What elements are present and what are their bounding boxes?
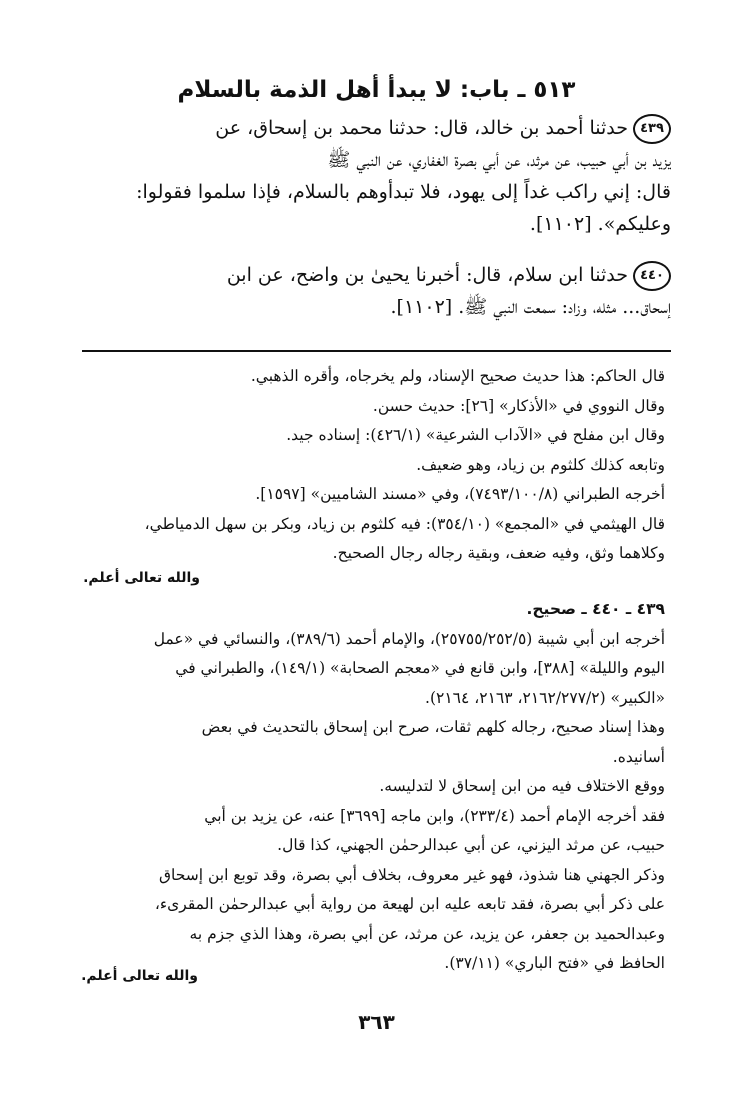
note-line: الحافظ في «فتح الباري» (٣٧/١١). — [444, 954, 665, 972]
note-line: فقد أخرجه الإمام أحمد (٢٣٣/٤)، وابن ماجه [٣٦٩٩] عنه، عن يزيد بن أبي — [204, 806, 665, 825]
note-line: قال الحاكم: هذا حديث صحيح الإسناد، ولم يخرجاه، وأقره الذهبي. — [250, 367, 665, 385]
note-line: أخرجه الطبراني (٧٤٩٣/١٠٠/٨)، وفي «مسند الشاميين» [١٥٩٧]. — [255, 485, 665, 503]
note-line: اليوم والليلة» [٣٨٨]، وابن قانع في «معجم الصحابة» (١٤٩/١)، والطبراني في — [175, 659, 665, 677]
note-line: وقال النووي في «الأذكار» [٢٦]: حديث حسن. — [372, 396, 665, 415]
note-line: أخرجه ابن أبي شيبة (٢٥٧٥٥/٢٥٢/٥)، والإمام أحمد (٣٨٩/٦)، والنسائي في «عمل — [153, 629, 665, 648]
hadith-line — [82, 112, 671, 144]
note-line: وعبدالحميد بن جعفر، عن يزيد، عن مرثد، عن أبي بصرة، وهذا الذي جزم به — [189, 924, 665, 943]
hadith-line: وعليكم». [١١٠٢]. — [529, 213, 671, 235]
note-line: وكلاهما وثق، وفيه ضعف، وبقية رجاله رجال الصحيح. — [332, 544, 665, 562]
footnotes-block-1 — [82, 362, 665, 569]
note-line: ووقع الاختلاف فيه من ابن إسحاق لا لتدليسه. — [379, 777, 665, 795]
hadith-text: حدثنا أحمد بن خالد، قال: حدثنا محمد بن إسحاق، عن — [215, 117, 628, 139]
closing-formula: والله تعالى أعلم. — [81, 968, 198, 984]
chapter-title: ٥١٣ ـ باب: لا يبدأ أهل الذمة بالسلام — [177, 77, 576, 103]
hadith-number-badge: ٤٣٩ — [633, 114, 671, 144]
closing-formula: والله تعالى أعلم. — [83, 570, 200, 586]
hadith-line: إسحاق... مثله، وزاد: سمعت النبي ﷺ. [١١٠٢]. — [390, 296, 671, 318]
note-line: وهذا إسناد صحيح، رجاله كلهم ثقات، صرح ابن إسحاق بالتحديث في بعض — [201, 718, 665, 736]
hadith-440 — [82, 259, 671, 323]
hadith-439 — [82, 112, 671, 240]
grade-heading: ٤٣٩ ـ ٤٤٠ ـ صحيح. — [526, 600, 665, 618]
note-line: وذكر الجهني هنا شذوذ، فهو غير معروف، بخلاف أبي بصرة، وقد توبع ابن إسحاق — [158, 865, 665, 884]
hadith-text: حدثنا ابن سلام، قال: أخبرنا يحيىٰ بن واضح، عن ابن — [226, 264, 628, 286]
hadith-line — [82, 259, 671, 291]
hadith-line: قال: إني راكب غداً إلى يهود، فلا تبدأوهم بالسلام، فإذا سلموا فقولوا: — [136, 181, 671, 203]
hadith-line: يزيد بن أبي حبيب، عن مرثد، عن أبي بصرة الغفاري، عن النبي ﷺ — [327, 149, 671, 171]
footnote-divider — [82, 350, 671, 352]
note-line: على ذكر أبي بصرة، فقد تابعه عليه ابن لهيعة من رواية أبي عبدالرحمٰن المقرىء، — [154, 895, 665, 913]
page-number: ٣٦٣ — [358, 1010, 395, 1034]
note-line: وقال ابن مفلح في «الآداب الشرعية» (٤٢٦/١): إسناده جيد. — [286, 426, 665, 444]
note-line: حبيب، عن مرثد اليزني، عن أبي عبدالرحمٰن الجهني، كذا قال. — [277, 836, 665, 854]
note-line: وتابعه كذلك كلثوم بن زياد، وهو ضعيف. — [416, 455, 665, 474]
hadith-number-badge: ٤٤٠ — [633, 261, 671, 291]
note-line: أسانيده. — [612, 747, 665, 766]
note-line: «الكبير» (٢١٦٢/٢٧٧/٢، ٢١٦٣، ٢١٦٤). — [425, 688, 665, 707]
note-line: قال الهيثمي في «المجمع» (٣٥٤/١٠): فيه كلثوم بن زياد، وبكر بن سهل الدمياطي، — [144, 514, 665, 533]
footnotes-block-2 — [82, 595, 665, 979]
